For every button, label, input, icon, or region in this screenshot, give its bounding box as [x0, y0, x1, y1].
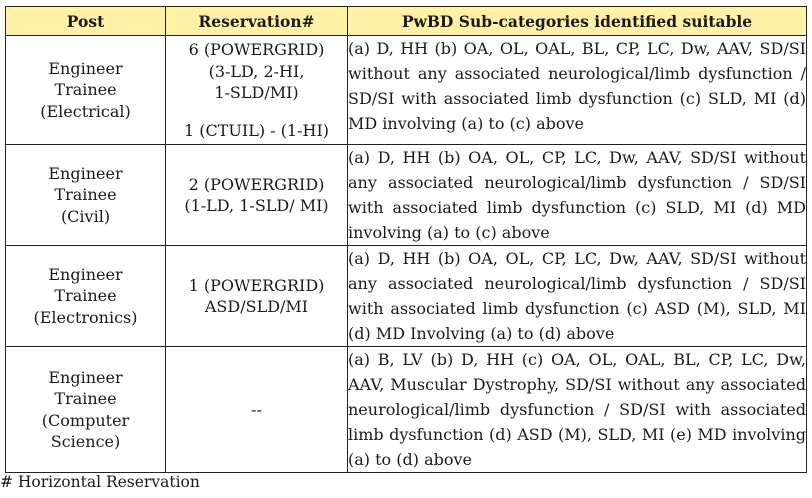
- reservation-line: 1-SLD/MI): [214, 83, 299, 102]
- subcategories-cell: (a) D, HH (b) OA, OL, OAL, BL, CP, LC, Dw, AAV, SD/SI without any associated neurological/limb dysfunction / SD/SI with associated limb dysfunction (c) SLD, MI (d) MD involving (a) to (c) above: [348, 36, 807, 145]
- post-line: (Electrical): [40, 101, 131, 121]
- header-post: Post: [6, 7, 166, 36]
- post-line: Science): [50, 432, 121, 451]
- post-line: Trainee: [54, 80, 117, 100]
- subcategories-cell: (a) D, HH (b) OA, OL, CP, LC, Dw, AAV, SD/SI without any associated neurological/limb dysfunction / SD/SI with associated limb dysfunction (c) SLD, MI (d) MD involving (a) to (c) above: [348, 145, 807, 246]
- reservation-line: ASD/SLD/MI: [204, 297, 309, 316]
- reservation-table: [5, 6, 807, 473]
- post-line: Engineer: [48, 264, 123, 284]
- post-line: Engineer: [48, 58, 123, 78]
- table-row-computer-science: [6, 347, 807, 473]
- post-line: (Electronics): [33, 307, 138, 327]
- post-cell: [6, 145, 166, 246]
- reservation-spacer: [166, 104, 347, 120]
- post-line: Trainee: [54, 185, 117, 205]
- subcategories-cell: (a) D, HH (b) OA, OL, CP, LC, Dw, AAV, SD/SI without any associated neurological/limb dysfunction / SD/SI with associated limb dysfunction (c) ASD (M), SLD, MI (d) MD Involving (a) to (d) above: [348, 246, 807, 347]
- post-line: Engineer: [48, 163, 123, 183]
- post-cell: [6, 246, 166, 347]
- subcategories-cell: (a) B, LV (b) D, HH (c) OA, OL, OAL, BL, CP, LC, Dw, AAV, Muscular Dystrophy, SD/SI without any associated neurological/limb dysfunction / SD/SI with associated limb dysfunction (d) ASD (M), SLD, MI (e) MD involving (a) to (d) above: [348, 347, 807, 473]
- reservation-cell: [166, 36, 348, 145]
- header-reservation: Reservation#: [166, 7, 348, 36]
- reservation-cell: [166, 347, 348, 473]
- post-line: Engineer: [48, 367, 123, 387]
- reservation-line: (1-LD, 1-SLD/ MI): [184, 196, 329, 215]
- reservation-cell: [166, 145, 348, 246]
- reservation-cell: [166, 246, 348, 347]
- post-line: Trainee: [54, 286, 117, 306]
- reservation-line: 1 (POWERGRID): [188, 275, 325, 295]
- post-line: (Computer: [41, 410, 130, 430]
- reservation-extra: 1 (CTUIL) - (1-HI): [183, 120, 329, 140]
- reservation-line: 6 (POWERGRID): [188, 40, 325, 59]
- table-row-electrical: [6, 36, 807, 145]
- post-line: Trainee: [54, 389, 117, 408]
- header-subcategories: PwBD Sub-categories identified suitable: [348, 7, 807, 36]
- post-line: (Civil): [60, 206, 111, 226]
- post-cell: [6, 36, 166, 145]
- header-row: [6, 7, 807, 36]
- reservation-line: 2 (POWERGRID): [188, 174, 325, 194]
- table-row-electronics: [6, 246, 807, 347]
- reservation-line: (3-LD, 2-HI,: [208, 61, 305, 81]
- footnote: # Horizontal Reservation: [0, 473, 200, 491]
- table-row-civil: [6, 145, 807, 246]
- post-cell: [6, 347, 166, 473]
- reservation-line: --: [251, 399, 262, 419]
